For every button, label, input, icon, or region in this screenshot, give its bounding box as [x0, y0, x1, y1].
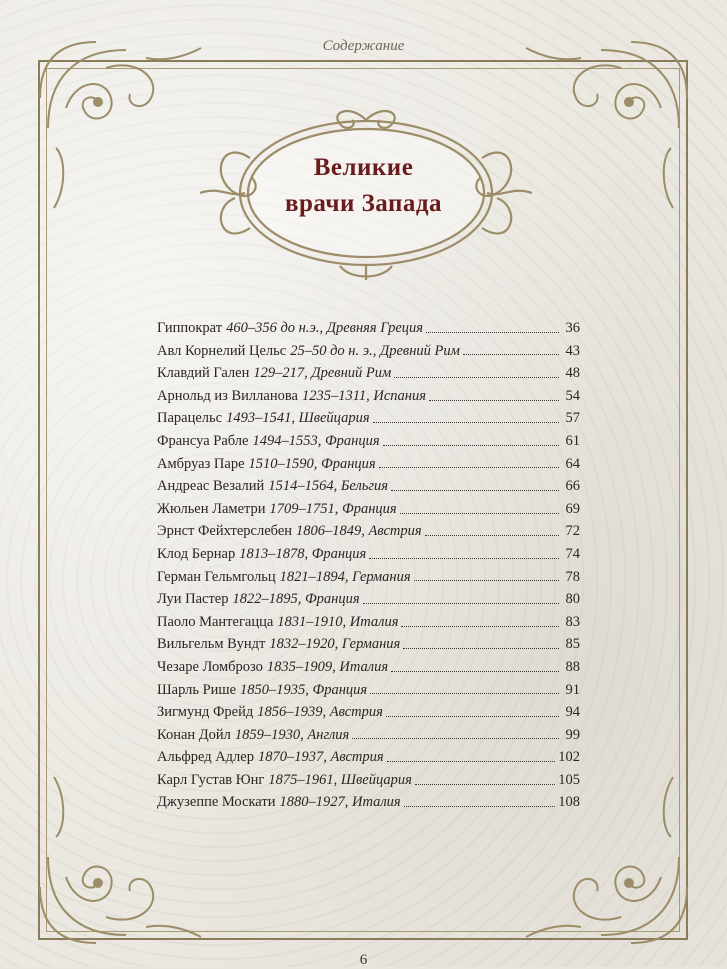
toc-entry-name: Жюльен Ламетри [157, 500, 266, 517]
toc-entry-page: 91 [565, 681, 580, 698]
toc-entry-dates: 1813–1878, Франция [239, 545, 367, 562]
toc-entry[interactable] [157, 407, 580, 430]
toc-entry-page: 83 [565, 613, 580, 630]
toc-entry[interactable] [157, 746, 580, 769]
toc-entry-name: Парацельс [157, 410, 223, 427]
toc-entry-page: 105 [558, 771, 580, 788]
toc-entry-dates: 1880–1927, Италия [279, 794, 401, 811]
dot-leader [370, 693, 559, 694]
toc-entry-page: 99 [565, 726, 580, 743]
toc-entry[interactable] [157, 588, 580, 611]
toc-entry[interactable] [157, 633, 580, 656]
toc-entry[interactable] [157, 317, 580, 340]
dot-leader [401, 626, 559, 627]
toc-entry-name: Зигмунд Фрейд [157, 704, 254, 721]
dot-leader [391, 490, 559, 491]
toc-entry-page: 94 [565, 704, 580, 721]
toc-entry[interactable] [157, 566, 580, 589]
toc-entry-dates: 1831–1910, Италия [277, 613, 399, 630]
toc-entry-page: 57 [565, 410, 580, 427]
toc-entry[interactable] [157, 362, 580, 385]
toc-entry-dates: 1832–1920, Германия [269, 636, 401, 653]
toc-entry-dates: 1709–1751, Франция [269, 500, 397, 517]
toc-entry-name: Чезаре Ломброзо [157, 658, 263, 675]
toc-entry-page: 66 [565, 478, 580, 495]
dot-leader [379, 467, 559, 468]
toc-entry-name: Альфред Адлер [157, 749, 254, 766]
toc-entry[interactable] [157, 701, 580, 724]
section-label: Содержание [322, 38, 405, 54]
toc-entry-name: Конан Дойл [157, 726, 231, 743]
toc-entry-dates: 1510–1590, Франция [248, 455, 376, 472]
toc-entry-dates: 1514–1564, Бельгия [268, 478, 389, 495]
toc-entry-name: Амбруаз Паре [157, 455, 245, 472]
toc-entry-name: Гиппократ [157, 320, 223, 336]
toc-entry-dates: 1835–1909, Италия [266, 658, 389, 675]
toc-entry-dates: 1806–1849, Австрия [296, 523, 422, 540]
toc-entry-page: 74 [565, 545, 580, 562]
toc-entry[interactable] [157, 791, 580, 814]
toc-entry-dates: 1859–1930, Англия [234, 726, 350, 743]
toc-entry[interactable] [157, 498, 580, 521]
dot-leader [369, 558, 559, 559]
toc-entry[interactable] [157, 611, 580, 634]
toc-entry[interactable] [157, 430, 580, 453]
dot-leader [400, 513, 559, 514]
toc-entry[interactable] [157, 656, 580, 679]
toc-entry-name: Паоло Мантегацца [157, 613, 274, 630]
dot-leader [391, 671, 559, 672]
dot-leader [415, 784, 555, 785]
toc-entry-page: 54 [565, 387, 580, 404]
toc-entry-name: Клавдий Гален [157, 365, 250, 382]
toc-entry-page: 48 [565, 365, 580, 382]
toc-entry-name: Эрнст Фейхтерслебен [157, 523, 293, 540]
toc-entry-dates: 129–217, Древний Рим [253, 365, 392, 382]
table-of-contents [157, 317, 580, 814]
chapter-title-line: Великие [313, 154, 414, 181]
toc-entry-page: 72 [565, 523, 580, 540]
toc-entry[interactable] [157, 340, 580, 363]
dot-leader [414, 580, 559, 581]
toc-entry-page: 102 [558, 749, 580, 766]
toc-entry-page: 85 [565, 636, 580, 653]
page-number: 6 [359, 952, 368, 968]
toc-entry[interactable] [157, 475, 580, 498]
toc-entry-page: 61 [565, 432, 580, 449]
toc-entry-name: Луи Пастер [157, 591, 229, 608]
dot-leader [352, 738, 559, 739]
toc-entry-dates: 1850–1935, Франция [240, 681, 368, 698]
toc-entry-dates: 1494–1553, Франция [252, 432, 380, 449]
dot-leader [425, 535, 559, 536]
toc-entry[interactable] [157, 520, 580, 543]
chapter-title [0, 150, 727, 222]
toc-entry-dates: 1875–1961, Швейцария [268, 771, 412, 788]
toc-entry-dates: 25–50 до н. э., Древний Рим [290, 342, 460, 359]
toc-entry[interactable] [157, 679, 580, 702]
toc-entry-page: 43 [565, 342, 580, 359]
toc-entry[interactable] [157, 543, 580, 566]
toc-entry[interactable] [157, 453, 580, 476]
toc-entry-name: Джузеппе Москати [157, 794, 276, 811]
chapter-title-line: врачи Запада [284, 190, 443, 217]
toc-entry-name: Авл Корнелий Цельс [157, 342, 287, 359]
dot-leader [386, 716, 559, 717]
dot-leader [403, 648, 559, 649]
toc-entry-dates: 1822–1895, Франция [232, 591, 360, 608]
toc-entry-dates: 1856–1939, Австрия [257, 704, 383, 721]
toc-entry-name: Карл Густав Юнг [157, 771, 265, 788]
toc-entry-dates: 460–356 до н.э., Древняя Греция [226, 320, 424, 336]
toc-entry-page: 108 [558, 794, 580, 811]
toc-entry[interactable] [157, 385, 580, 408]
dot-leader [429, 400, 559, 401]
toc-entry-name: Герман Гельмгольц [157, 568, 276, 585]
dot-leader [387, 761, 556, 762]
dot-leader [426, 332, 559, 333]
toc-entry[interactable] [157, 724, 580, 747]
dot-leader [404, 806, 556, 807]
toc-entry-page: 36 [565, 320, 580, 336]
toc-entry[interactable] [157, 769, 580, 792]
toc-entry-page: 88 [565, 658, 580, 675]
toc-entry-dates: 1493–1541, Швейцария [226, 410, 370, 427]
dot-leader [463, 354, 559, 355]
dot-leader [363, 603, 559, 604]
toc-entry-dates: 1235–1311, Испания [301, 387, 426, 404]
toc-entry-name: Клод Бернар [157, 545, 236, 562]
dot-leader [373, 422, 559, 423]
toc-entry-dates: 1870–1937, Австрия [257, 749, 384, 766]
toc-entry-name: Вильгельм Вундт [157, 636, 266, 653]
toc-entry-name: Шарль Рише [157, 681, 237, 698]
dot-leader [394, 377, 559, 378]
toc-entry-dates: 1821–1894, Германия [279, 568, 411, 585]
toc-entry-name: Андреас Везалий [157, 478, 265, 495]
toc-entry-page: 80 [565, 591, 580, 608]
toc-entry-name: Франсуа Рабле [157, 432, 249, 449]
toc-entry-page: 64 [565, 455, 580, 472]
toc-entry-page: 69 [565, 500, 580, 517]
toc-entry-name: Арнольд из Вилланова [157, 387, 298, 404]
toc-entry-page: 78 [565, 568, 580, 585]
dot-leader [383, 445, 559, 446]
